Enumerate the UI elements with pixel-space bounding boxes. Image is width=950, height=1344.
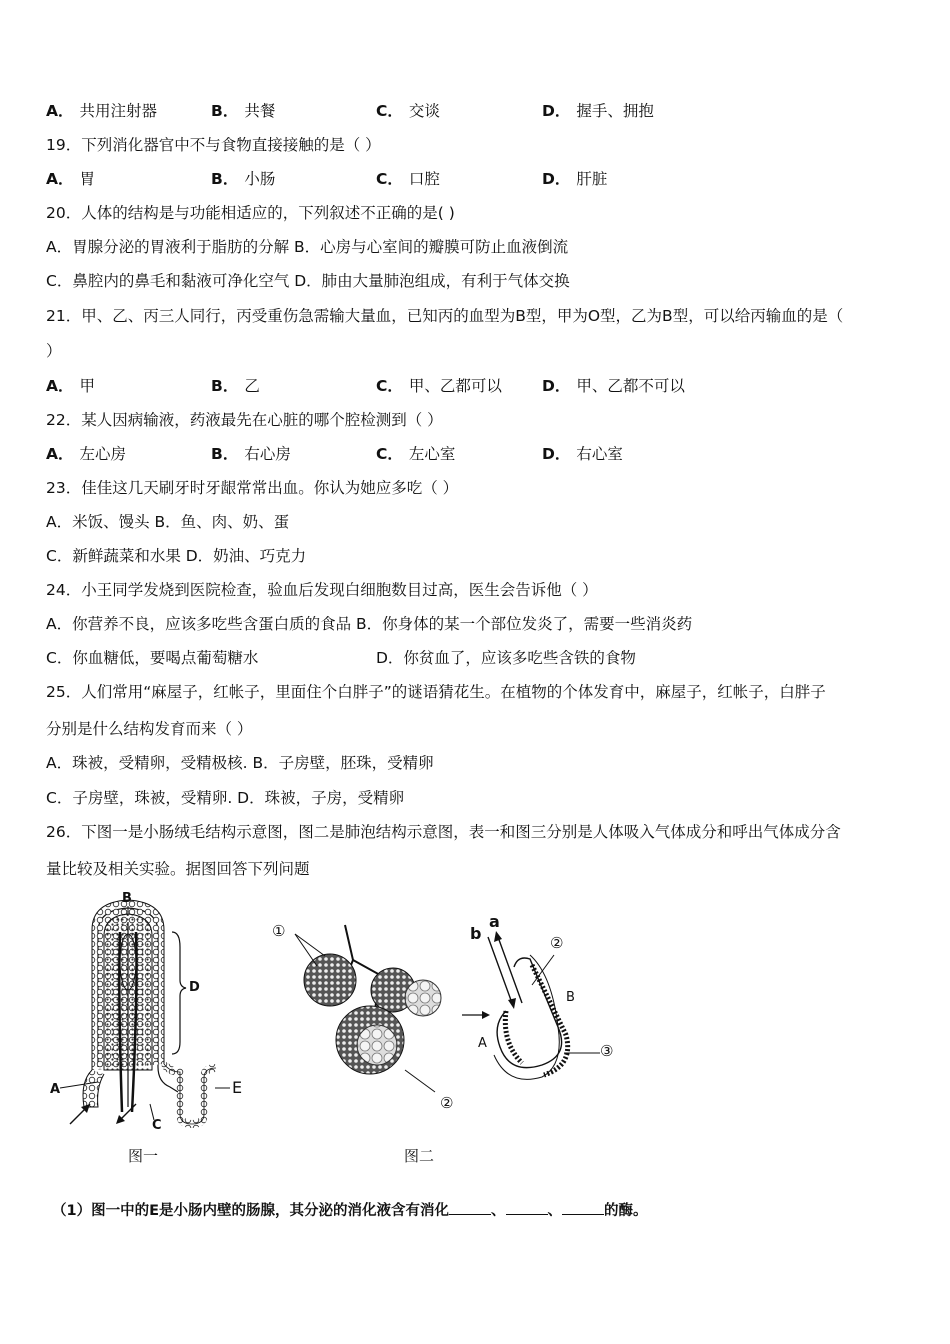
q19-stem: 19．下列消化器官中不与食物直接接触的是（ ） (46, 136, 381, 154)
figure-alveoli (275, 920, 460, 1100)
q26-sub1: （1）图一中的E是小肠内壁的肠腺，其分泌的消化液含有消化 、 、 的酶。 (52, 1200, 648, 1222)
q21-option-b[interactable]: B． 乙 (211, 377, 260, 395)
fig2-label-1: ① (272, 922, 286, 940)
fig2-label-3: ③ (600, 1042, 614, 1060)
q26-stem: 26．下图一是小肠绒毛结构示意图，图二是肺泡结构示意图，表一和图三分别是人体吸入气体成分和呼出气体成分含 (46, 823, 841, 841)
q25-stem-cont: 分别是什么结构发育而来（ ） (46, 720, 253, 738)
q25-options-ab[interactable]: A．珠被，受精卵，受精极核. B．子房壁，胚珠，受精卵 (46, 754, 434, 772)
q18-option-d[interactable]: D． 握手、拥抱 (542, 102, 654, 120)
fig2-label-2-upper: ② (550, 934, 564, 952)
q19-option-c[interactable]: C． 口腔 (376, 170, 440, 188)
q22-option-d[interactable]: D． 右心室 (542, 445, 623, 463)
q22-option-c[interactable]: C． 左心室 (376, 445, 456, 463)
q23-options-cd[interactable]: C．新鲜蔬菜和水果 D．奶油、巧克力 (46, 547, 307, 565)
q18-option-c[interactable]: C． 交谈 (376, 102, 440, 120)
q25-stem: 25．人们常用“麻屋子，红帐子，里面住个白胖子”的谜语猜花生。在植物的个体发育中，麻屋子，红帐子，白胖子 (46, 683, 826, 701)
q24-stem: 24．小王同学发烧到医院检查，验血后发现白细胞数目过高，医生会告诉他（ ） (46, 581, 598, 599)
q21-option-a[interactable]: A． 甲 (46, 377, 96, 395)
q19-option-d[interactable]: D． 肝脏 (542, 170, 608, 188)
q23-options-ab[interactable]: A．米饭、馒头 B．鱼、肉、奶、蛋 (46, 513, 290, 531)
fig1-label-a: A (50, 1082, 61, 1097)
q26-blank-1[interactable] (449, 1200, 491, 1215)
q25-options-cd[interactable]: C．子房壁，珠被，受精卵. D．珠被，子房，受精卵 (46, 789, 405, 807)
fig1-label-b: B (122, 891, 132, 906)
q26-blank-3[interactable] (562, 1200, 604, 1215)
q20-options-ab[interactable]: A．胃腺分泌的胃液利于脂肪的分解 B．心房与心室间的瓣膜可防止血液倒流 (46, 238, 569, 256)
q22-option-b[interactable]: B． 右心房 (211, 445, 291, 463)
fig1-label-e: E (232, 1078, 243, 1097)
q24-option-d[interactable]: D．你贫血了，应该多吃些含铁的食物 (376, 649, 636, 667)
fig2-label-A: A (478, 1036, 487, 1051)
q23-stem: 23．佳佳这几天刷牙时牙龈常常出血。你认为她应多吃（ ） (46, 479, 459, 497)
fig1-label-d: D (189, 980, 200, 995)
q21-stem-cont: ） (46, 342, 62, 360)
q21-option-c[interactable]: C． 甲、乙都可以 (376, 377, 502, 395)
q24-options-ab[interactable]: A．你营养不良，应该多吃些含蛋白质的食品 B．你身体的某一个部位发炎了，需要一些消炎药 (46, 615, 693, 633)
q21-stem: 21．甲、乙、丙三人同行，丙受重伤急需输大量血，已知丙的血型为B型，甲为O型，乙为B型，可以给丙输血的是（ (46, 307, 844, 325)
q19-option-a[interactable]: A． 胃 (46, 170, 96, 188)
q22-option-a[interactable]: A． 左心房 (46, 445, 127, 463)
fig2-label-b-lower: b (470, 924, 482, 943)
q22-stem: 22．某人因病输液，药液最先在心脏的哪个腔检测到（ ） (46, 411, 443, 429)
q20-options-cd[interactable]: C．鼻腔内的鼻毛和黏液可净化空气 D．肺由大量肺泡组成，有利于气体交换 (46, 272, 570, 290)
q20-stem: 20．人体的结构是与功能相适应的，下列叙述不正确的是( ) (46, 204, 455, 222)
fig1-label-c: C (152, 1118, 162, 1133)
fig2-label-a-lower: a (489, 912, 500, 931)
q18-option-a[interactable]: A． 共用注射器 (46, 102, 158, 120)
q26-stem-cont: 量比较及相关实验。据图回答下列问题 (46, 860, 310, 878)
fig2-caption: 图二 (404, 1147, 435, 1165)
q19-option-b[interactable]: B． 小肠 (211, 170, 276, 188)
q21-option-d[interactable]: D． 甲、乙都不可以 (542, 377, 685, 395)
fig2-label-B: B (566, 990, 575, 1005)
q24-option-c[interactable]: C．你血糖低，要喝点葡萄糖水 (46, 649, 259, 667)
figure-villus (40, 892, 270, 1142)
fig2-label-2: ② (440, 1094, 454, 1112)
q26-blank-2[interactable] (506, 1200, 548, 1215)
fig1-caption: 图一 (128, 1147, 159, 1165)
q18-option-b[interactable]: B． 共餐 (211, 102, 276, 120)
